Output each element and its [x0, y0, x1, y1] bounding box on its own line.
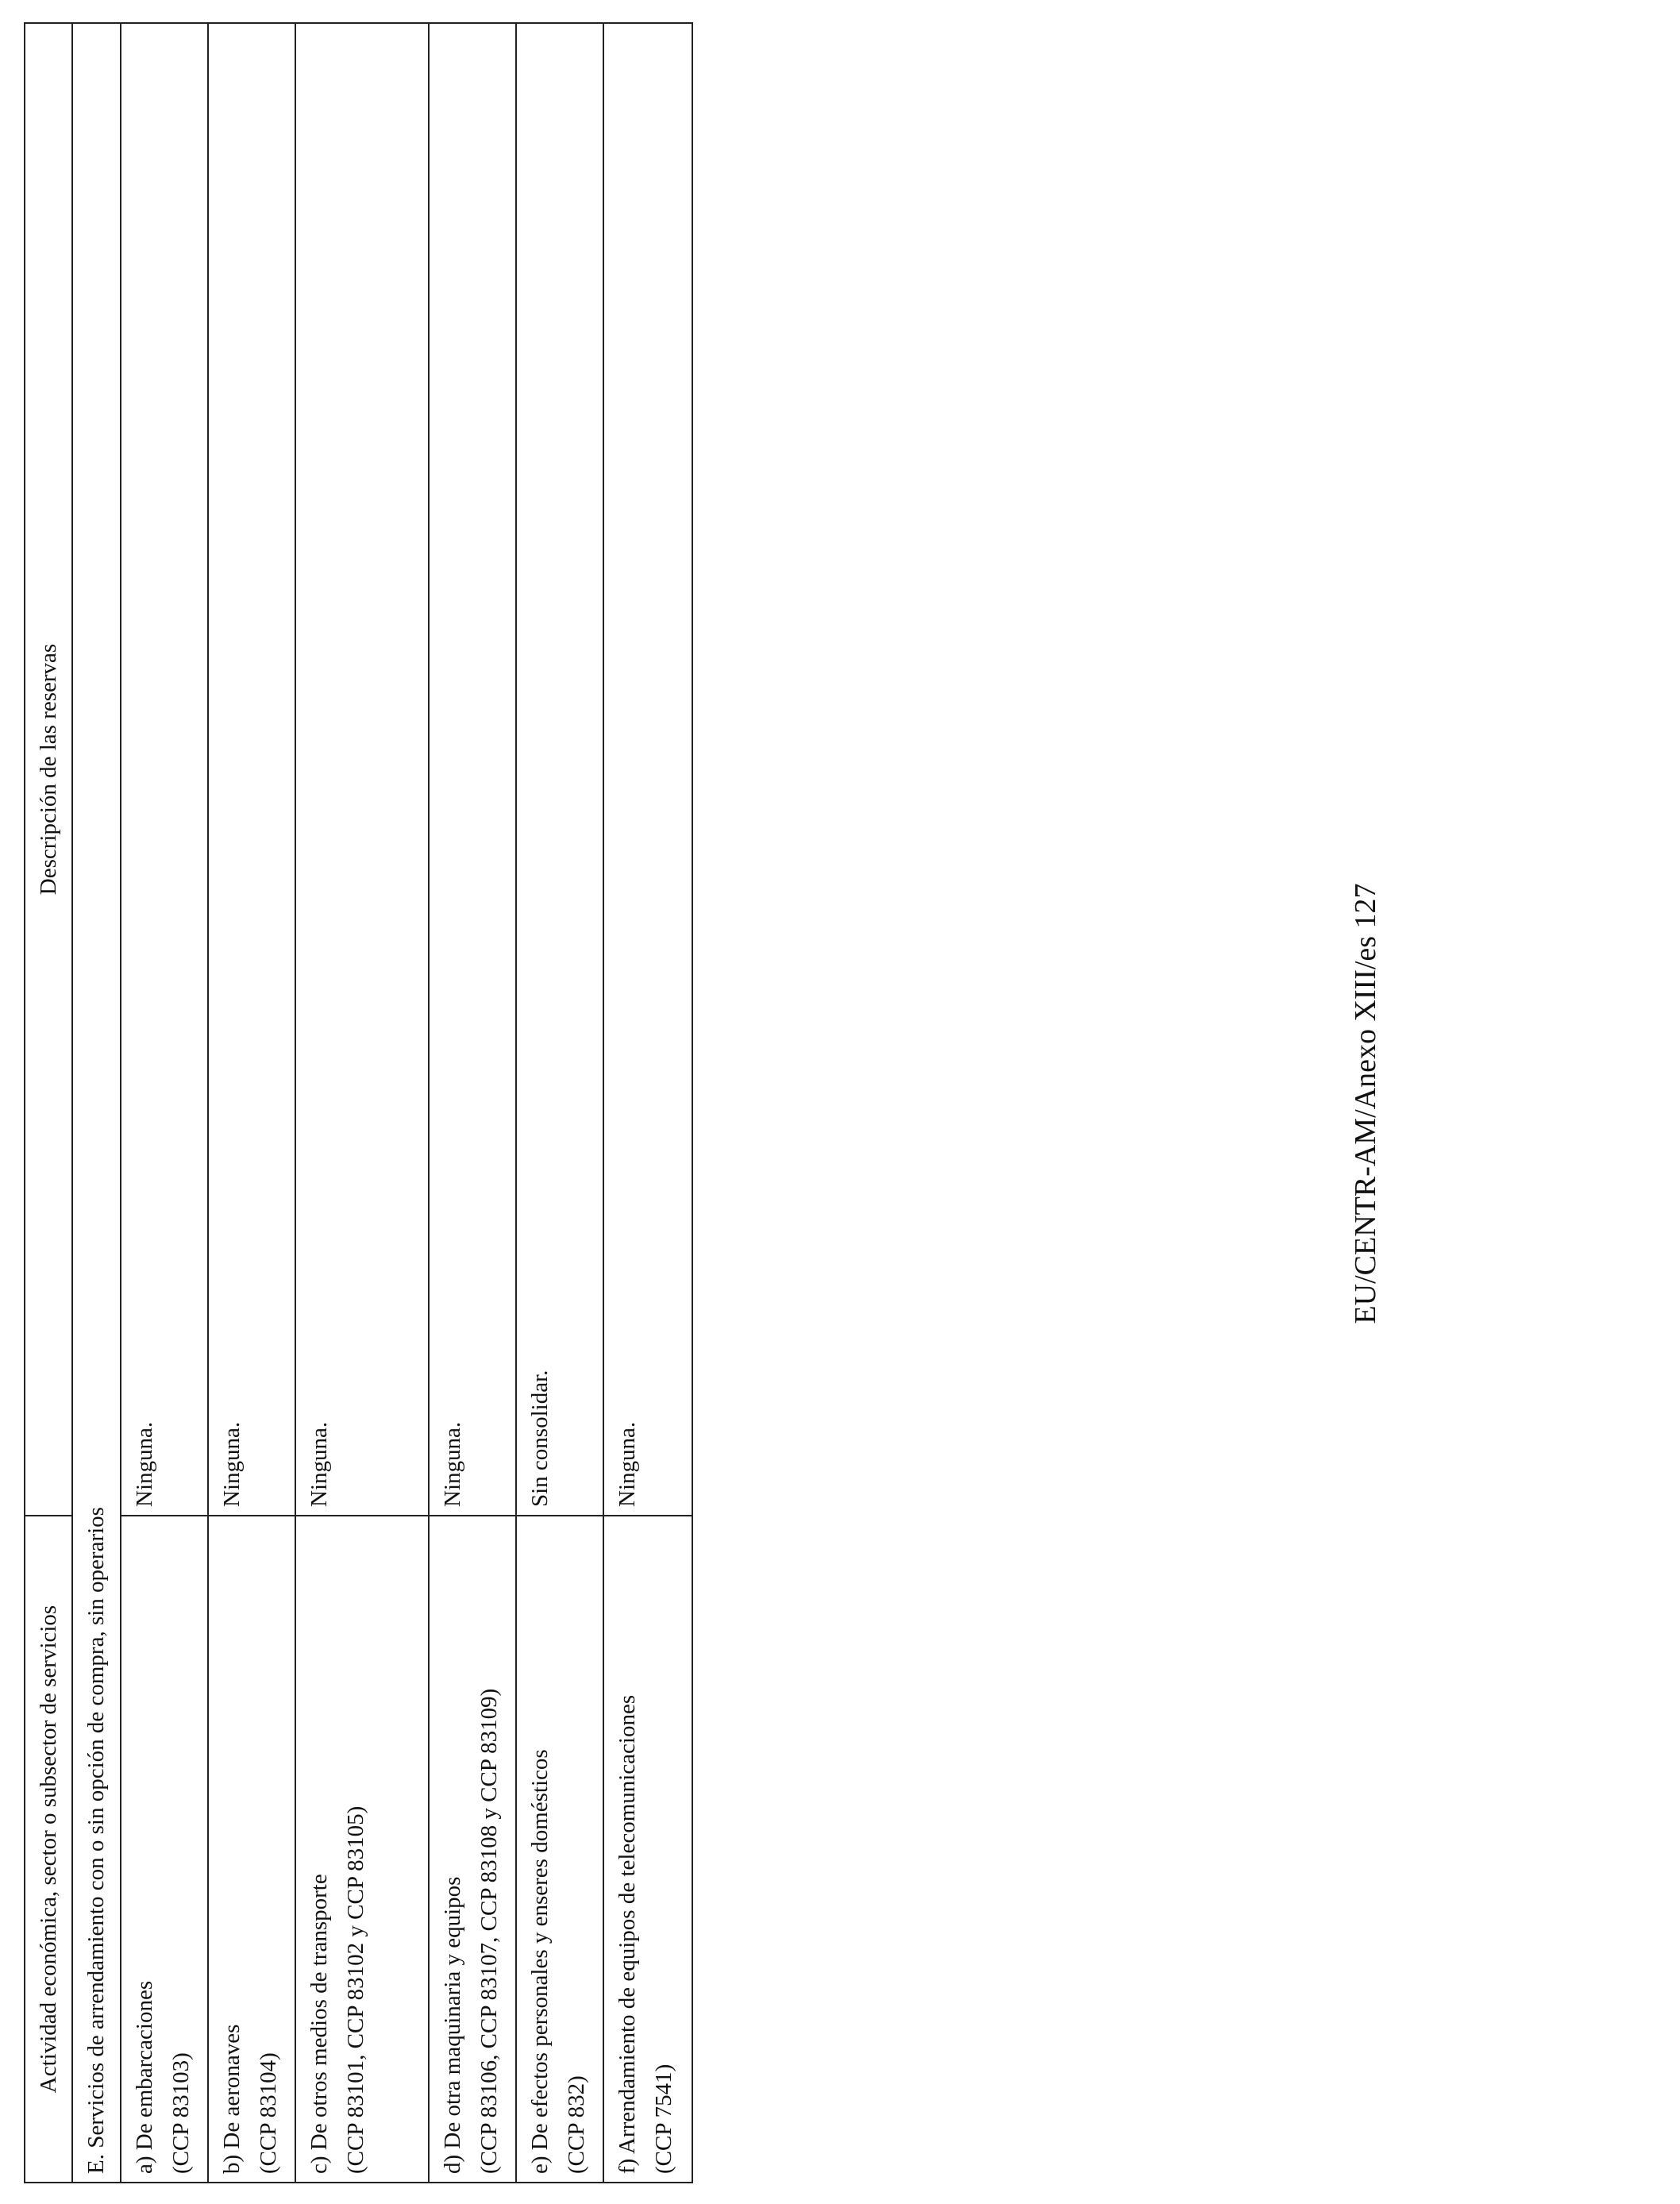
table-row	[121, 23, 208, 2183]
activity-name: e) De efectos personales y enseres domésticos	[526, 1749, 553, 2174]
rotated-table-container	[24, 24, 707, 2183]
header-description: Descripción de las reservas	[25, 23, 72, 1516]
activity-cell	[429, 1516, 516, 2183]
reserve-cell: Sin consolidar.	[516, 23, 603, 1516]
activity-cell	[603, 1516, 692, 2183]
header-activity: Actividad económica, sector o subsector de servicios	[25, 1516, 72, 2183]
activity-cell	[295, 1516, 429, 2183]
reserve-cell: Ninguna.	[429, 23, 516, 1516]
activity-cell	[208, 1516, 295, 2183]
header-row	[25, 23, 72, 2183]
reserve-cell: Ninguna.	[603, 23, 692, 1516]
section-row	[72, 23, 120, 2183]
reservations-table	[24, 22, 693, 2183]
activity-cell	[516, 1516, 603, 2183]
activity-code: (CCP 83103)	[168, 2052, 195, 2174]
table-row	[516, 23, 603, 2183]
table-row	[295, 23, 429, 2183]
activity-name: d) De otra maquinaria y equipos	[439, 1876, 465, 2174]
activity-name: a) De embarcaciones	[131, 1980, 157, 2174]
table-row	[429, 23, 516, 2183]
activity-name: f) Arrendamiento de equipos de telecomunicaciones	[614, 1694, 640, 2174]
section-title: E. Servicios de arrendamiento con o sin opción de compra, sin operarios	[72, 23, 120, 2183]
activity-code: (CCP 83106, CCP 83107, CCP 83108 y CCP 83109)	[476, 1688, 503, 2174]
reserve-cell: Ninguna.	[121, 23, 208, 1516]
reserve-cell: Ninguna.	[295, 23, 429, 1516]
activity-code: (CCP 832)	[564, 2075, 590, 2174]
document-reference: EU/CENTR-AM/Anexo XIII/es 127	[1349, 883, 1382, 1324]
activity-code: (CCP 83104)	[256, 2052, 282, 2174]
table-row	[603, 23, 692, 2183]
activity-code: (CCP 7541)	[651, 2063, 677, 2174]
activity-code: (CCP 83101, CCP 83102 y CCP 83105)	[343, 1805, 369, 2174]
table-row	[208, 23, 295, 2183]
activity-cell	[121, 1516, 208, 2183]
activity-name: c) De otros medios de transporte	[306, 1874, 332, 2174]
reserve-cell: Ninguna.	[208, 23, 295, 1516]
activity-name: b) De aeronaves	[218, 2024, 245, 2174]
